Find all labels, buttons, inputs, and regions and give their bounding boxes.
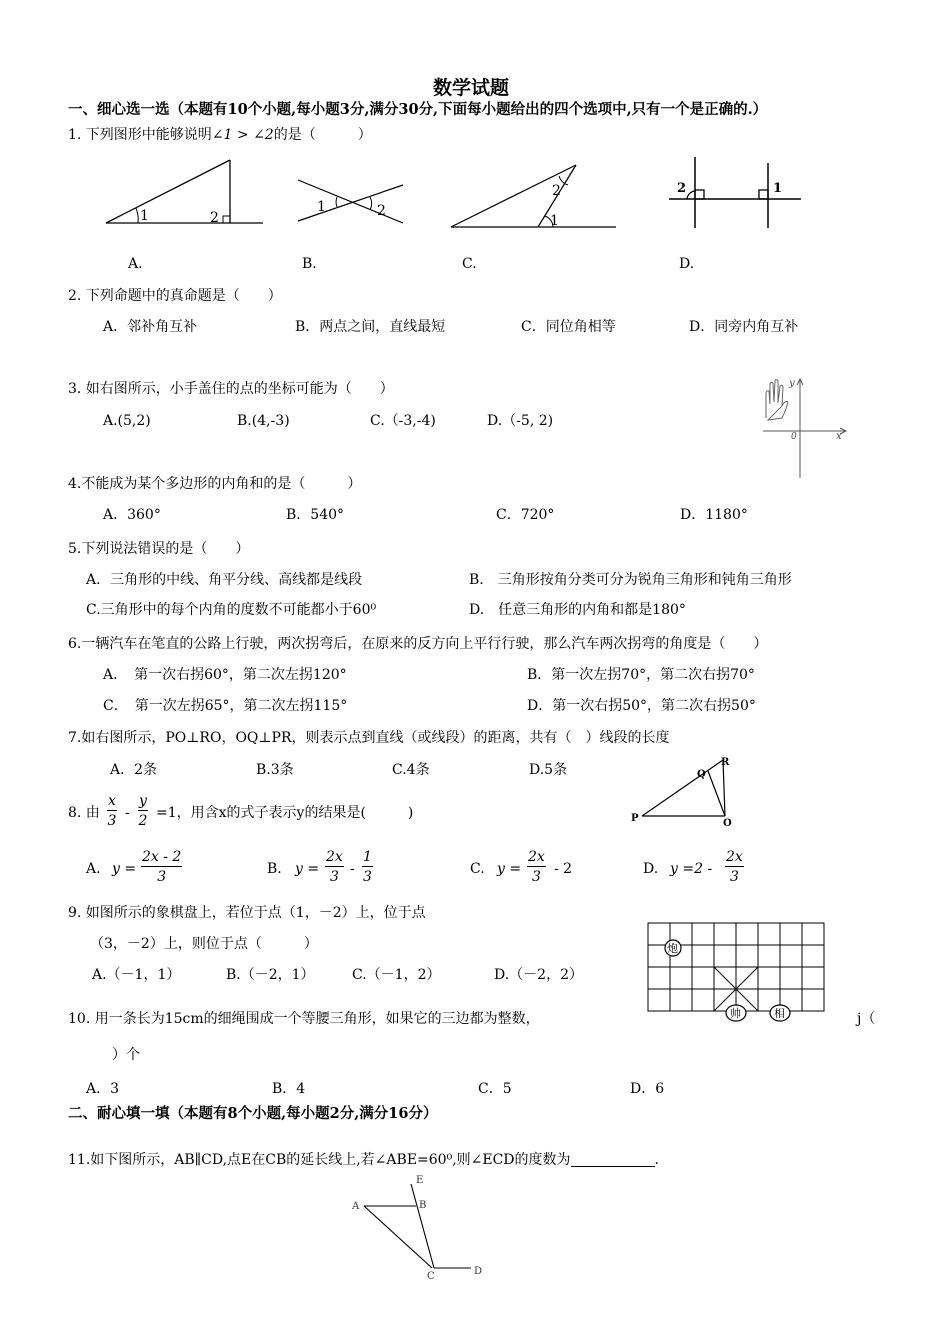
q11-stem-tail: .	[654, 1152, 659, 1168]
q1d-label-2: 2	[677, 181, 687, 196]
q6-option-b[interactable]: B．第一次左拐70°，第二次右拐70°	[527, 667, 755, 683]
q8-c-rest: - 2	[554, 861, 573, 877]
q8-frac-y2	[138, 794, 148, 828]
hand-icon	[766, 380, 788, 421]
q3-option-b[interactable]: B.(4,-3)	[237, 413, 290, 429]
q1-figure-a	[100, 160, 270, 235]
q8-d-frac	[725, 850, 744, 884]
q2-stem: 2. 下列命题中的真命题是（ ）	[68, 288, 282, 304]
q5-option-c[interactable]: C.三角形中的每个内角的度数不可能都小于60⁰	[86, 602, 377, 618]
q1d-label-1: 1	[773, 181, 783, 196]
q1-suffix: 的是（ ）	[273, 127, 372, 143]
section-1-heading: 一、细心选一选（本题有10个小题,每小题3分,满分30分,下面每小题给出的四个选项中,只有一个是正确的.）	[68, 101, 768, 118]
chess-piece-pao	[665, 940, 681, 956]
q6-option-a[interactable]: A． 第一次右拐60°，第二次左拐120°	[103, 667, 347, 683]
q8-c-num: 2x	[528, 849, 545, 865]
q1a-label-2: 2	[210, 210, 219, 226]
q8-b-minus: -	[350, 861, 355, 877]
q2-option-b[interactable]: B．两点之间，直线最短	[295, 319, 446, 335]
q8-b-num: 2x	[326, 849, 343, 865]
q11-stem	[68, 1152, 659, 1167]
q11-label-b: B	[419, 1200, 427, 1211]
q10-option-c[interactable]: C．5	[478, 1081, 512, 1097]
q5-option-d[interactable]: D. 任意三角形的内角和都是180°	[469, 602, 686, 618]
q8-b-frac2	[362, 850, 373, 884]
q8-d-num: 2x	[726, 849, 743, 865]
q5-stem: 5.下列说法错误的是（ ）	[68, 541, 250, 557]
q11-stem-text: 11.如下图所示，AB∥CD,点E在CB的延长线上,若∠ABE=60⁰,则∠ECD的度数为	[68, 1152, 571, 1168]
q11-label-e: E	[416, 1175, 424, 1186]
q8-frac-den-2: 2	[138, 813, 148, 829]
piece-shuai-label: 帅	[730, 1007, 741, 1020]
q9-stem-line2: （3，－2）上，则位于点（ ）	[90, 936, 318, 952]
q1c-label-2: 2	[552, 183, 561, 199]
q8-a-lhs: y =	[112, 861, 137, 877]
q10-stem-tail: j（	[857, 1011, 876, 1027]
q2-option-c[interactable]: C．同位角相等	[521, 319, 616, 335]
q9-chessboard-figure	[647, 922, 829, 1024]
q7-option-d[interactable]: D.5条	[529, 762, 568, 778]
q7-stem: 7.如右图所示，PO⊥RO，OQ⊥PR，则表示点到直线（或线段）的距离，共有（ ）线段的长度	[68, 730, 670, 746]
section-2-heading: 二、耐心填一填（本题有8个小题,每小题2分,满分16分）	[68, 1105, 438, 1122]
q7-label-r: R	[721, 757, 730, 768]
q11-parallel-figure	[342, 1170, 497, 1290]
q8-frac-den-3: 3	[107, 813, 117, 829]
q8-c-lhs: y =	[497, 861, 522, 877]
q1b-label-1: 1	[317, 199, 326, 215]
q9-option-b[interactable]: B.（－2，1）	[226, 967, 315, 983]
q11-answer-blank[interactable]	[571, 1152, 655, 1167]
q7-option-b[interactable]: B.3条	[256, 762, 294, 778]
q1-figure-c	[448, 160, 618, 232]
q3-stem: 3. 如右图所示，小手盖住的点的坐标可能为（ ）	[68, 381, 394, 397]
q11-label-c: C	[427, 1271, 435, 1282]
q10-stem-line2: ）个	[112, 1047, 140, 1063]
q9-option-a[interactable]: A.（－1，1）	[92, 967, 181, 983]
q1-option-d[interactable]: D.	[679, 256, 695, 272]
q7-label-o: O	[723, 818, 732, 829]
q8-c-den: 3	[531, 869, 541, 885]
q5-option-a[interactable]: A．三角形的中线、角平分线、高线都是线段	[86, 572, 363, 588]
q8-b-den: 3	[329, 869, 339, 885]
q6-option-d[interactable]: D．第一次右拐50°，第二次右拐50°	[527, 698, 756, 714]
q7-option-c[interactable]: C.4条	[392, 762, 430, 778]
q10-option-a[interactable]: A．3	[86, 1081, 120, 1097]
q9-stem-line1: 9. 如图所示的象棋盘上，若位于点（1，－2）上，位于点	[68, 905, 426, 921]
q8-d-lhs: y =2 -	[670, 861, 713, 877]
q8-b-den2: 3	[363, 869, 372, 885]
q2-option-a[interactable]: A．邻补角互补	[103, 319, 198, 335]
q10-option-d[interactable]: D．6	[630, 1081, 665, 1097]
chess-piece-shuai	[726, 1005, 746, 1021]
q3-option-c[interactable]: C.（-3,-4)	[370, 413, 436, 429]
q1c-label-1: 1	[550, 213, 559, 229]
q7-triangle-figure	[628, 755, 743, 830]
q11-label-a: A	[352, 1201, 360, 1212]
q8-option-a[interactable]: A.	[86, 861, 101, 877]
q1-option-a[interactable]: A.	[128, 256, 143, 272]
q8-frac-y: y	[139, 793, 147, 809]
q1-option-c[interactable]: C.	[462, 256, 477, 272]
q1-figure-d	[665, 155, 805, 235]
q8-option-d[interactable]: D.	[643, 861, 659, 877]
q4-option-c[interactable]: C．720°	[496, 507, 555, 523]
q8-minus: -	[125, 805, 130, 821]
q5-option-b[interactable]: B. 三角形按角分类可分为锐角三角形和钝角三角形	[469, 572, 792, 588]
q9-option-c[interactable]: C.（－1，2）	[352, 967, 441, 983]
q3-option-d[interactable]: D.（-5, 2)	[487, 413, 554, 429]
q4-option-b[interactable]: B．540°	[286, 507, 345, 523]
q8-rest: =1，用含x的式子表示y的结果是( )	[156, 805, 414, 821]
q4-option-d[interactable]: D．1180°	[680, 507, 748, 523]
q8-c-frac	[527, 850, 546, 884]
q3-origin: 0	[791, 432, 797, 442]
q8-prefix: 8. 由	[68, 805, 100, 821]
q8-option-c[interactable]: C.	[470, 861, 485, 877]
q8-b-frac1	[325, 850, 344, 884]
page-title: 数学试题	[433, 77, 510, 99]
q8-d-den: 3	[729, 869, 739, 885]
q8-frac-x3	[107, 794, 117, 828]
q7-option-a[interactable]: A．2条	[110, 762, 158, 778]
q3-axis-x: x	[836, 431, 842, 442]
q1-math: ∠1 > ∠2	[211, 127, 274, 143]
q9-option-d[interactable]: D.（－2，2）	[494, 967, 583, 983]
chess-piece-xiang	[770, 1005, 790, 1021]
q4-stem: 4.不能成为某个多边形的内角和的是（ ）	[68, 476, 362, 492]
q4-option-a[interactable]: A．360°	[103, 507, 161, 523]
q8-a-frac	[141, 850, 182, 884]
q8-option-b[interactable]: B.	[267, 861, 282, 877]
q3-coordinate-figure	[758, 372, 853, 480]
q10-stem-line1: 10. 用一条长为15cm的细绳围成一个等腰三角形，如果它的三边都为整数，	[68, 1011, 540, 1027]
q11-label-d: D	[474, 1266, 483, 1277]
q1b-label-2: 2	[377, 203, 386, 219]
q1a-label-1: 1	[140, 208, 149, 224]
q8-frac-x: x	[108, 793, 116, 809]
q3-option-a[interactable]: A.(5,2)	[103, 413, 151, 429]
q7-label-q: Q	[697, 769, 706, 780]
piece-xiang-label: 相	[774, 1007, 785, 1020]
q1-prefix: 1. 下列图形中能够说明	[68, 127, 212, 143]
q1-figure-b	[295, 175, 410, 230]
q10-option-b[interactable]: B．4	[272, 1081, 306, 1097]
q3-axis-y: y	[789, 378, 795, 389]
q1-option-b[interactable]: B.	[302, 256, 317, 272]
q6-stem: 6.一辆汽车在笔直的公路上行驶，两次拐弯后，在原来的反方向上平行行驶，那么汽车两次拐弯的角度是（ ）	[68, 636, 768, 652]
q7-label-p: P	[631, 813, 639, 824]
q8-b-lhs: y =	[295, 861, 320, 877]
q8-b-num2: 1	[363, 849, 372, 865]
q1-stem	[68, 128, 372, 142]
q6-option-c[interactable]: C． 第一次左拐65°，第二次左拐115°	[103, 698, 348, 714]
q8-a-num: 2x - 2	[142, 849, 182, 865]
q8-a-den: 3	[157, 869, 167, 885]
piece-pao-label: 炮	[667, 942, 678, 955]
q2-option-d[interactable]: D．同旁内角互补	[689, 319, 799, 335]
